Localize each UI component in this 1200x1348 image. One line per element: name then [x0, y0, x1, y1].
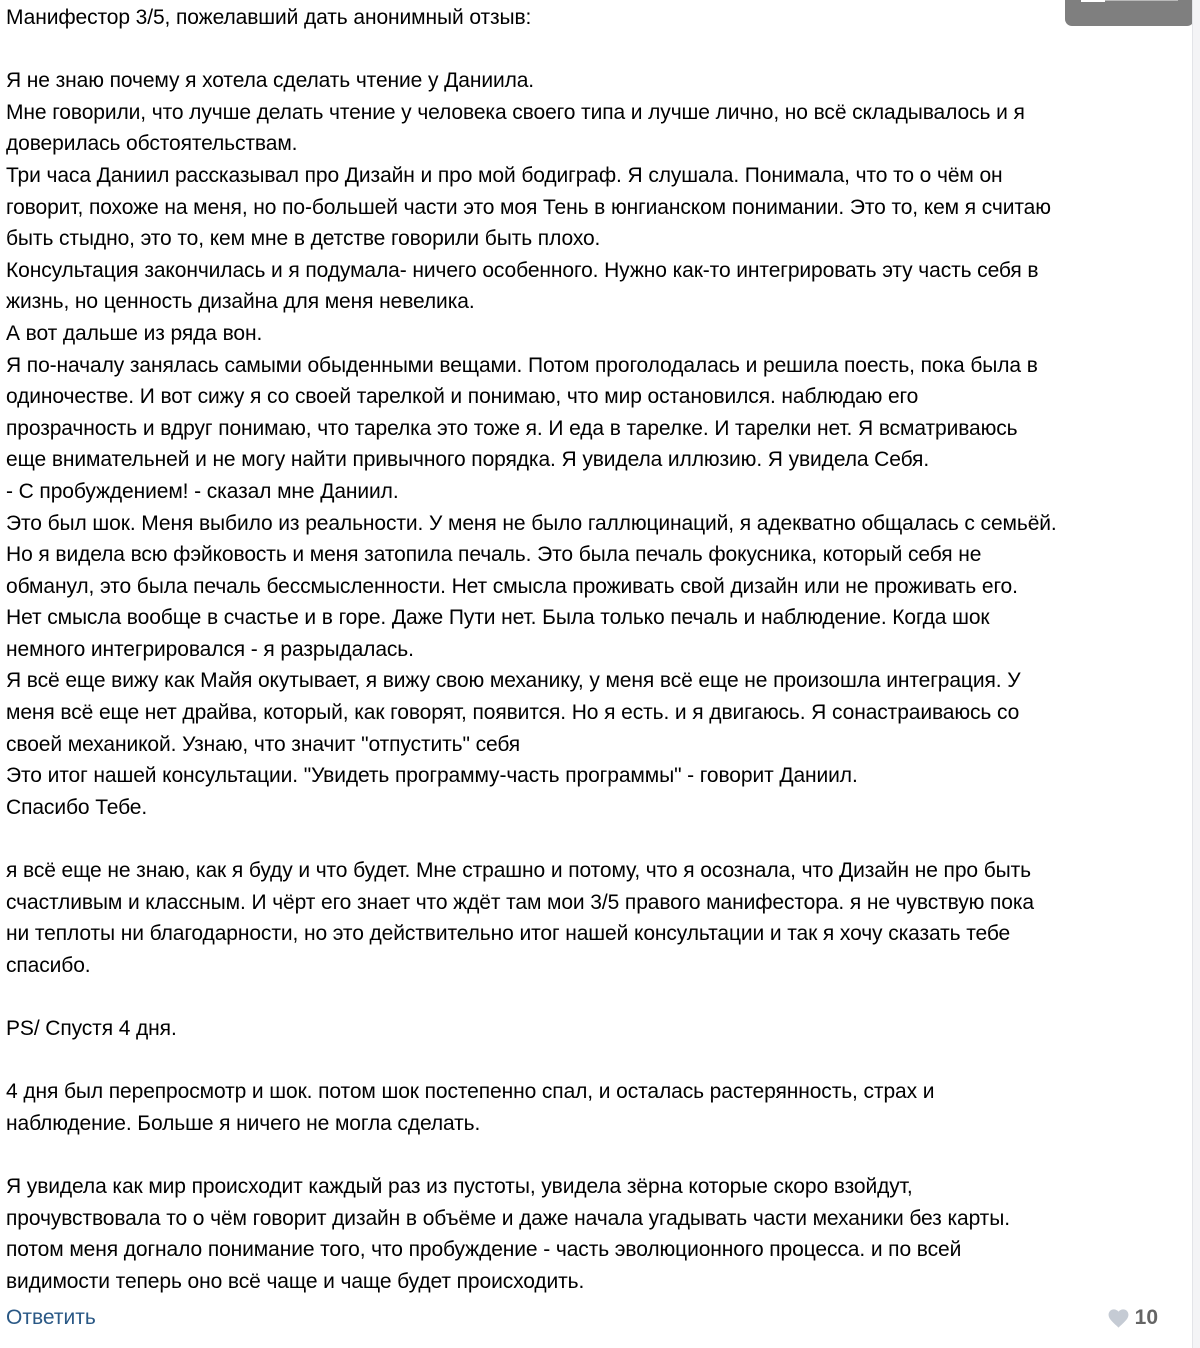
- text-line: Три часа Даниил рассказывал про Дизайн и про мой бодиграф. Я слушала. Понимала, что то о чём он: [6, 163, 1003, 187]
- text-line: Консультация закончилась и я подумала- ничего особенного. Нужно как-то интегрировать эту часть себя в: [6, 258, 1039, 282]
- text-line: Я не знаю почему я хотела сделать чтение у Даниила.: [6, 69, 535, 93]
- blank-line: [6, 981, 1186, 1013]
- text-line: еще внимательней и не могу найти привычного порядка. Я увидела иллюзию. Я увидела Себя.: [6, 448, 930, 472]
- text-line: меня всё еще нет драйва, который, как говорят, появится. Но я есть. и я двигаюсь. Я сонастраиваюсь со: [6, 701, 1020, 725]
- text-line: Я всё еще вижу как Майя окутывает, я вижу свою механику, у меня всё еще не произошла интеграция. У: [6, 669, 1021, 693]
- text-line: счастливым и классным. И чёрт его знает что ждёт там мои 3/5 правого манифестора. я не чувствую пока: [6, 890, 1035, 914]
- text-line: доверилась обстоятельствам.: [6, 132, 298, 156]
- text-line: одиночестве. И вот сижу я со своей тарелкой и понимаю, что мир остановился. наблюдаю его: [6, 385, 919, 409]
- text-line: А вот дальше из ряда вон.: [6, 321, 263, 345]
- scrollbar-track[interactable]: [1192, 0, 1200, 1348]
- media-progress-fill: [1081, 0, 1105, 2]
- blank-line: [6, 823, 1186, 855]
- text-line: наблюдение. Больше я ничего не могла сделать.: [6, 1111, 481, 1135]
- text-line: Это итог нашей консультации. "Увидеть программу-часть программы" - говорит Даниил.: [6, 764, 858, 788]
- like-count: 10: [1134, 1306, 1158, 1329]
- text-line: быть стыдно, это то, кем мне в детстве говорили быть плохо.: [6, 227, 601, 251]
- text-line: 4 дня был перепросмотр и шок. потом шок постепенно спал, и осталась растерянность, страх и: [6, 1080, 935, 1104]
- text-line: спасибо.: [6, 953, 91, 977]
- text-line: Спасибо Тебе.: [6, 795, 148, 819]
- text-line: PS/ Спустя 4 дня.: [6, 1017, 177, 1040]
- text-line: обманул, это была печаль бессмысленности. Нет смысла проживать свой дизайн или не проживать его.: [6, 574, 1018, 598]
- text-line: своей механикой. Узнаю, что значит "отпустить" себя: [6, 732, 521, 756]
- blank-line: [6, 34, 1186, 66]
- reply-link[interactable]: Ответить: [6, 1306, 96, 1329]
- like-button[interactable]: [1108, 1306, 1158, 1330]
- text-line: я всё еще не знаю, как я буду и что будет. Мне страшно и потому, что я осознала, что Дизайн не про быть: [6, 859, 1032, 883]
- comment-footer: [6, 1304, 1156, 1338]
- text-line: Я по-началу занялась самыми обыденными вещами. Потом проголодалась и решила поесть, пока была в: [6, 353, 1038, 377]
- text-line: Но я видела всю фэйковость и меня затопила печаль. Это была печаль фокусника, который себя не: [6, 543, 982, 567]
- text-line: говорит, похоже на меня, но по-большей части это моя Тень в юнгианском понимании. Это то, кем я считаю: [6, 195, 1051, 219]
- text-line: Мне говорили, что лучше делать чтение у человека своего типа и лучше лично, но всё складывалось и я: [6, 100, 1025, 124]
- text-line: немного интегрировался - я разрыдалась.: [6, 637, 414, 661]
- comment-post: [6, 0, 1186, 1297]
- media-progress-track[interactable]: [1081, 0, 1178, 1]
- text-line: ни теплоты ни благодарности, но это действительно итог нашей консультации и так я хочу сказать тебе: [6, 922, 1011, 946]
- text-line: видимости теперь оно всё чаще и чаще будет происходить.: [6, 1269, 585, 1293]
- text-line: Нет смысла вообще в счастье и в горе. Даже Пути нет. Была только печаль и наблюдение. Когда шок: [6, 606, 990, 630]
- text-line: прозрачность и вдруг понимаю, что тарелка это тоже я. И еда в тарелке. И тарелки нет. Я всматриваюсь: [6, 416, 1018, 440]
- blank-line: [6, 1139, 1186, 1171]
- heart-icon: [1108, 1309, 1129, 1328]
- text-line: потом меня догнало понимание того, что пробуждение - часть эволюционного процесса. и по всей: [6, 1238, 962, 1262]
- text-line: прочувствовала то о чём говорит дизайн в объёме и даже начала угадывать части механики без карты.: [6, 1206, 1010, 1230]
- text-line: Это был шок. Меня выбило из реальности. У меня не было галлюцинаций, я адекватно общалась с семьёй.: [6, 511, 1057, 535]
- text-line: - С пробуждением! - сказал мне Даниил.: [6, 479, 399, 503]
- text-line: Я увидела как мир происходит каждый раз из пустоты, увидела зёрна которые скоро взойдут,: [6, 1174, 913, 1198]
- blank-line: [6, 1045, 1186, 1077]
- text-line: жизнь, но ценность дизайна для меня невелика.: [6, 290, 475, 314]
- text-line: Манифестор 3/5, пожелавший дать анонимный отзыв:: [6, 6, 532, 29]
- comment-text: [6, 0, 1186, 1297]
- media-progress-overlay[interactable]: [1065, 0, 1194, 26]
